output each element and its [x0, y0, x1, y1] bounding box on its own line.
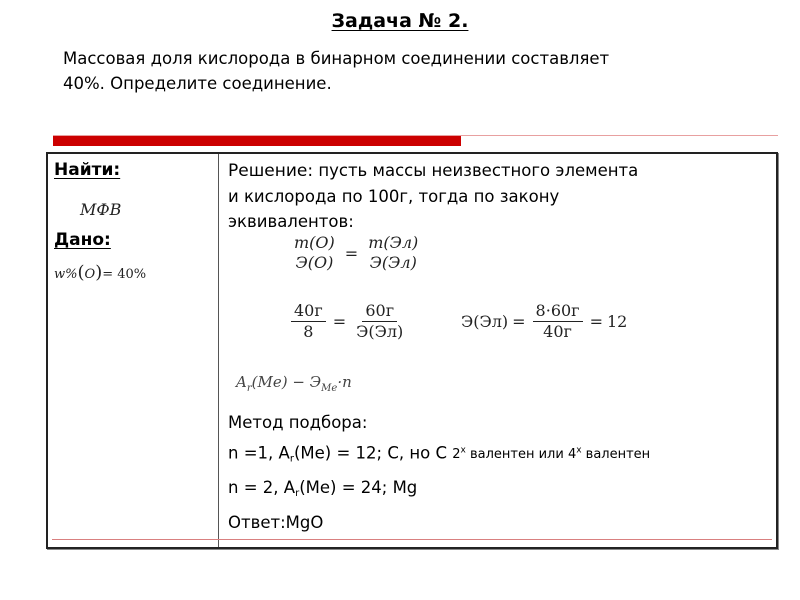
formula-a: A	[236, 373, 247, 391]
solution-line-3: эквивалентов:	[228, 212, 354, 231]
subscript: r	[289, 453, 294, 465]
given-label: Дано:	[54, 230, 111, 250]
given-element: O	[84, 267, 96, 282]
fraction-right	[353, 301, 406, 342]
fraction-numerator: m(O)	[294, 233, 335, 252]
decorative-red-bar	[53, 136, 461, 146]
fraction-denominator: Э(Эл)	[356, 322, 404, 341]
find-value: МФВ	[80, 200, 122, 219]
given-prefix: w%	[54, 267, 78, 282]
method-line-n1	[228, 437, 768, 473]
equals-sign: =	[589, 312, 603, 331]
given-value: w%(O)= 40%	[54, 262, 147, 283]
solution-label: Решение:	[228, 161, 314, 181]
method-section	[228, 408, 768, 537]
task-line-1: Массовая доля кислорода в бинарном соединении составляет	[63, 49, 610, 68]
task-line-2: 40%. Определите соединение.	[63, 74, 332, 93]
fraction-denominator: Э(O)	[295, 253, 334, 272]
equals-sign: =	[332, 312, 347, 331]
valence-2: 4	[567, 447, 577, 463]
line-start: n = 2, A	[228, 478, 296, 498]
formula-result-value: 12	[606, 312, 628, 331]
formula-tail: ·n	[337, 373, 352, 391]
solution-line-2: и кислорода по 100г, тогда по закону	[228, 187, 560, 206]
formula-rest: (Me) − Э	[251, 373, 322, 391]
equals-sign: =	[512, 312, 526, 331]
left-column	[54, 158, 214, 283]
fraction-numerator: 40г	[291, 301, 326, 322]
formula-equivalents-law	[288, 233, 424, 273]
column-divider	[218, 154, 219, 547]
bottom-pink-line	[52, 539, 772, 540]
solution-table	[46, 152, 778, 549]
task-statement	[63, 46, 753, 96]
fraction-denominator: Э(Эл)	[369, 253, 417, 272]
fraction-left	[291, 233, 338, 273]
line-rest: (Me) = 24; Mg	[299, 478, 418, 498]
formula-a-sub: r	[246, 383, 252, 394]
valence-note	[452, 447, 650, 462]
subscript: r	[295, 488, 300, 500]
fraction-numerator: m(Эл)	[368, 233, 419, 252]
solution-line-1	[228, 158, 768, 184]
fraction	[533, 301, 583, 342]
line-mid: (Me) = 12; C, но C	[293, 443, 453, 463]
valence-1-sup: х	[460, 446, 466, 456]
fraction-left	[291, 301, 326, 342]
given-rest: = 40%	[102, 267, 147, 282]
valence-text-2: валентен	[581, 447, 651, 463]
formula-result	[461, 301, 627, 342]
formula-lhs: Э(Эл)	[461, 312, 509, 331]
fraction-numerator: 8·60г	[533, 301, 583, 322]
valence-1: 2	[452, 447, 461, 463]
fraction-denominator: 8	[303, 322, 314, 341]
answer-line: Ответ:MgO	[228, 513, 324, 533]
task-title: Задача № 2.	[331, 10, 469, 32]
formula-e-sub: Ме	[321, 383, 338, 394]
find-label: Найти:	[54, 160, 121, 180]
line-start: n =1, A	[228, 443, 290, 463]
fraction-numerator: 60г	[362, 301, 397, 322]
formula-substitution	[288, 301, 409, 342]
formula-atomic-mass	[236, 370, 352, 401]
solution-text-1: пусть массы неизвестного элемента	[313, 161, 639, 180]
fraction-right	[365, 233, 421, 273]
equals-sign: =	[344, 243, 359, 263]
valence-text-1: валентен или	[465, 447, 568, 463]
valence-2-sup: х	[576, 446, 582, 456]
method-label: Метод подбора:	[228, 413, 368, 432]
method-line-n2	[228, 473, 768, 508]
fraction-denominator: 40г	[543, 322, 572, 341]
